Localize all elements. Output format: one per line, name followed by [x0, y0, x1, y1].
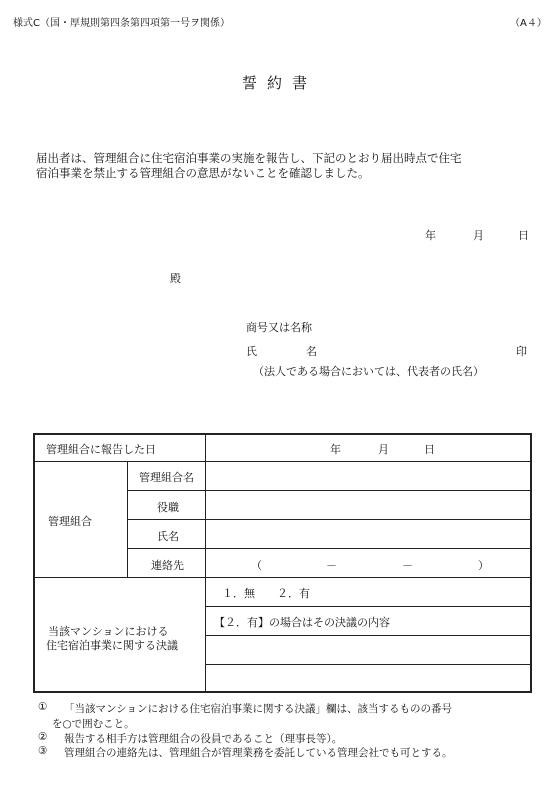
trade-name-label: 商号又は名称: [246, 321, 312, 334]
note-2-mark: ②: [38, 731, 48, 743]
position-label: 役職: [157, 501, 179, 514]
note-1-mark: ①: [38, 701, 48, 713]
body-text-line-2: 宿泊事業を禁止する管理組合の意思がないことを確認しました。: [36, 166, 370, 180]
report-date-label: 管理組合に報告した日: [46, 443, 156, 456]
rule-h: [205, 635, 532, 636]
report-date-day: 日: [424, 443, 435, 456]
corporate-note: （法人である場合においては、代表者の氏名）: [253, 365, 484, 378]
table-border-left: [33, 433, 35, 693]
contact-label: 連絡先: [151, 559, 184, 572]
rule-h: [205, 664, 532, 665]
rule-h: [205, 606, 532, 607]
rule-h: [33, 461, 532, 462]
association-label: 管理組合: [48, 515, 92, 528]
contact-paren-open: （: [251, 559, 262, 572]
resolution-detail-label: 【２．有】の場合はその決議の内容: [214, 616, 390, 629]
resolution-label-line-2: 住宅宿泊事業に関する決議: [46, 639, 178, 652]
document-title: 誓約書: [241, 74, 317, 92]
note-1-continuation: を○で囲むこと。: [52, 718, 135, 730]
addressee-suffix: 殿: [170, 272, 181, 285]
person-name-label: 氏名: [157, 530, 179, 543]
paper-size: （A４）: [510, 18, 547, 29]
date-year-label: 年: [425, 229, 436, 242]
note-3-text: 管理組合の連絡先は、管理組合が管理業務を委託している管理会社でも可とする。: [64, 747, 453, 759]
rule-h: [33, 577, 532, 578]
date-month-label: 月: [473, 229, 484, 242]
note-1-text: 「当該マンションにおける住宅宿泊事業に関する決議」欄は、該当するものの番号: [64, 703, 453, 715]
note-3-mark: ③: [38, 745, 48, 757]
contact-dash-1: －: [326, 559, 337, 572]
rule-h: [127, 490, 532, 491]
date-day-label: 日: [518, 229, 529, 242]
rule-v: [127, 461, 128, 578]
resolution-label-line-1: 当該マンションにおける: [48, 625, 169, 638]
rule-h: [127, 519, 532, 520]
rule-h: [127, 548, 532, 549]
seal-mark: 印: [516, 345, 527, 358]
table-border-right: [530, 433, 532, 693]
table-border-top: [33, 433, 532, 435]
report-date-month: 月: [378, 443, 389, 456]
contact-dash-2: －: [402, 559, 413, 572]
form-code: 様式C（国・厚規則第四条第四項第一号ヲ関係）: [13, 18, 230, 29]
rule-v: [205, 433, 206, 693]
name-label-part1: 氏: [246, 345, 257, 358]
note-2-text: 報告する相手方は管理組合の役員であること（理事長等）。: [64, 733, 343, 745]
report-date-year: 年: [330, 443, 341, 456]
table-border-bottom: [33, 691, 532, 693]
contact-paren-close: ）: [478, 559, 489, 572]
name-label-part2: 名: [306, 345, 317, 358]
resolution-options[interactable]: １．無 ２．有: [222, 587, 310, 600]
body-text-line-1: 届出者は、管理組合に住宅宿泊事業の実施を報告し、下記のとおり届出時点で住宅: [36, 151, 462, 165]
association-name-label: 管理組合名: [139, 471, 194, 484]
